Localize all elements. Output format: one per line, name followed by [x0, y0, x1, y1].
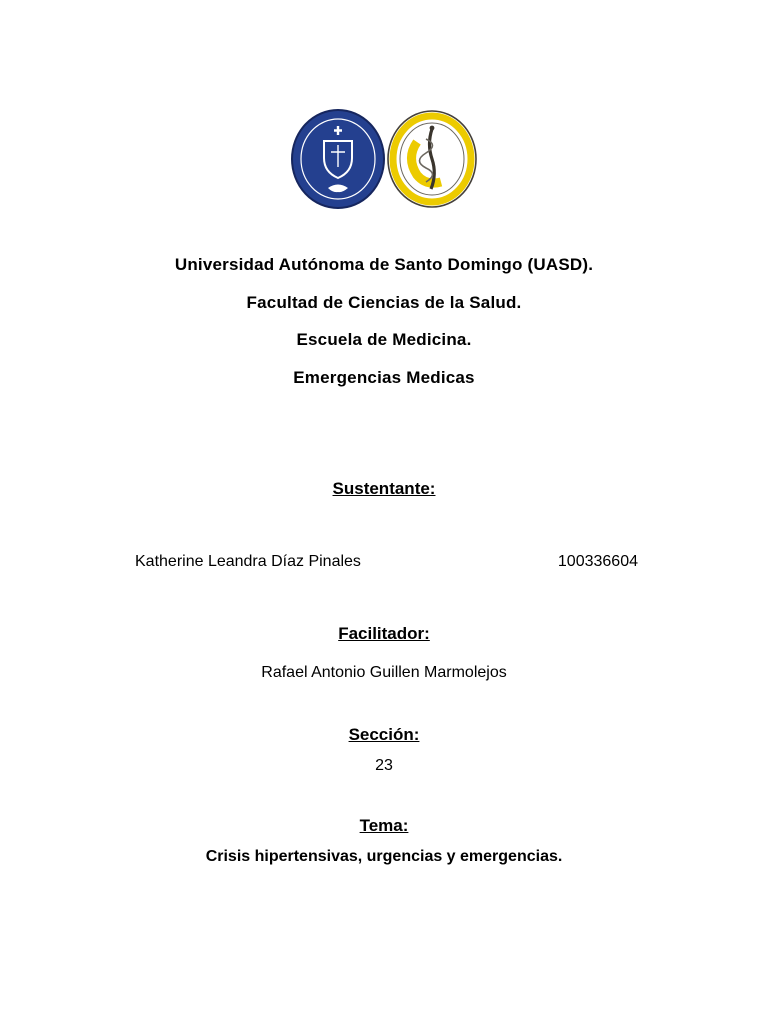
student-id: 100336604: [557, 553, 638, 570]
tema-value: Crisis hipertensivas, urgencias y emergencias.: [205, 848, 563, 865]
student-name: Katherine Leandra Díaz Pinales: [135, 553, 361, 570]
sustentante-heading: Sustentante:: [332, 479, 436, 498]
university-title: Universidad Autónoma de Santo Domingo (UASD).: [174, 255, 594, 274]
faculty-title: Facultad de Ciencias de la Salud.: [246, 293, 522, 312]
student-row: [135, 553, 638, 571]
seccion-value: 23: [375, 757, 393, 774]
facilitador-name: Rafael Antonio Guillen Marmolejos: [261, 664, 507, 681]
health-sciences-seal-icon: [386, 109, 478, 209]
uasd-seal-icon: [290, 108, 386, 210]
seccion-heading: Sección:: [348, 725, 420, 744]
school-title: Escuela de Medicina.: [296, 330, 472, 349]
tema-heading: Tema:: [359, 816, 409, 835]
logo-row: [0, 108, 768, 210]
facilitador-heading: Facilitador:: [338, 624, 430, 643]
course-title: Emergencias Medicas: [293, 368, 475, 387]
